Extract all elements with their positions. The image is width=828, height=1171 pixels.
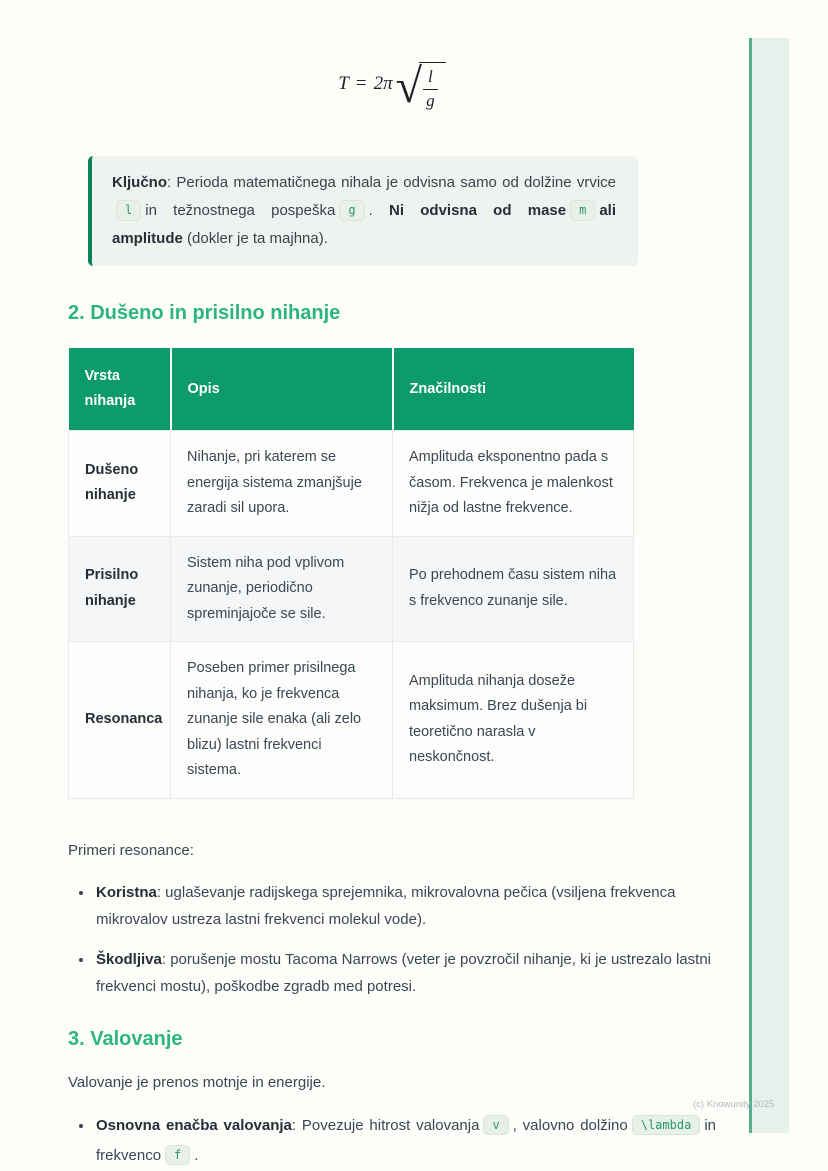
resonance-intro: Primeri resonance: — [68, 841, 194, 859]
table-header — [69, 348, 634, 431]
list-item — [94, 946, 716, 1000]
bullet-text: : uglaševanje radijskega sprejemnika, mikrovalovna pečica (vsiljena frekvenca mikrovalov ustreza lastni frekvenci molekul vode). — [96, 883, 676, 928]
formula-equals: = — [355, 73, 367, 94]
code-badge-lambda: \lambda — [632, 1115, 701, 1136]
key-callout — [88, 156, 638, 266]
bullet-bold: Koristna — [96, 883, 157, 901]
resonance-list — [68, 879, 716, 1000]
code-badge-f: f — [165, 1145, 190, 1166]
table-row — [69, 536, 634, 642]
cell-opis: Nihanje, pri katerem se energija sistema zmanjšuje zaradi sil upora. — [171, 431, 393, 537]
callout-segment: . — [368, 202, 389, 219]
code-badge-l: l — [116, 200, 141, 221]
cell-opis: Sistem niha pod vplivom zunanje, periodično spreminjajoče se sile. — [171, 536, 393, 642]
wave-intro: Valovanje je prenos motnje in energije. — [68, 1073, 326, 1091]
callout-bold: ali amplitude — [112, 202, 617, 247]
bullet-bold: Osnovna enačba valovanja — [96, 1116, 292, 1134]
formula-lhs: T — [338, 73, 349, 94]
pendulum-period-formula — [68, 52, 716, 116]
list-item — [94, 1111, 716, 1171]
radicand — [419, 62, 446, 110]
fraction — [423, 68, 438, 110]
column-header-znacilnosti: Značilnosti — [393, 348, 634, 431]
column-header-vrsta: Vrsta nihanja — [69, 348, 171, 431]
callout-bold: Ni odvisna od mase — [389, 202, 567, 219]
copyright-footer: (c) Knowunity 2025 — [693, 1099, 775, 1110]
fraction-numerator: l — [423, 68, 438, 90]
cell-znacilnosti: Amplituda nihanja doseže maksimum. Brez dušenja bi teoretično narasla v neskončnost. — [393, 642, 634, 799]
code-badge-g: g — [339, 200, 364, 221]
list-item — [94, 879, 716, 933]
bullet-text: : Povezuje hitrost valovanja — [291, 1116, 480, 1134]
bullet-text: : porušenje mostu Tacoma Narrows (veter je povzročil nihanje, ki je ustrezalo lastni frekvenci mostu), poškodbe zgradb med potresi. — [96, 950, 711, 995]
row-label: Prisilno nihanje — [69, 536, 171, 642]
code-badge-v: v — [483, 1115, 508, 1136]
callout-bold: Ključno — [112, 174, 167, 191]
cell-opis: Poseben primer prisilnega nihanja, ko je frekvenca zunanje sile enaka (ali zelo blizu) lastni frekvenci sistema. — [171, 642, 393, 799]
wave-list — [68, 1111, 716, 1171]
oscillation-types-table — [68, 348, 634, 799]
callout-segment: : Perioda matematičnega nihala je odvisna samo od dolžine vrvice — [167, 174, 616, 191]
row-label: Dušeno nihanje — [69, 431, 171, 537]
bullet-text: . — [194, 1146, 199, 1164]
bullet-bold: Škodljiva — [96, 950, 162, 968]
table-row — [69, 431, 634, 537]
fraction-denominator: g — [426, 90, 435, 110]
radical-sign: √ — [395, 59, 422, 113]
callout-text — [112, 169, 616, 253]
section-3-heading: 3. Valovanje — [68, 1027, 183, 1050]
page-accent-bar — [749, 38, 789, 1133]
callout-segment: in težnostnega pospeška — [145, 202, 336, 219]
code-badge-m: m — [570, 200, 595, 221]
cell-znacilnosti: Amplituda eksponentno pada s časom. Frekvenca je malenkost nižja od lastne frekvence. — [393, 431, 634, 537]
row-label: Resonanca — [69, 642, 171, 799]
column-header-opis: Opis — [171, 348, 393, 431]
bullet-text: in frekvenco — [96, 1116, 716, 1164]
formula-coefficient: 2π — [373, 73, 393, 94]
bullet-text: , valovno dolžino — [512, 1116, 628, 1134]
page-content — [68, 0, 716, 1171]
table-row — [69, 642, 634, 799]
callout-segment: (dokler je ta majhna). — [182, 230, 328, 247]
section-2-heading: 2. Dušeno in prisilno nihanje — [68, 302, 341, 324]
cell-znacilnosti: Po prehodnem času sistem niha s frekvenco zunanje sile. — [393, 536, 634, 642]
